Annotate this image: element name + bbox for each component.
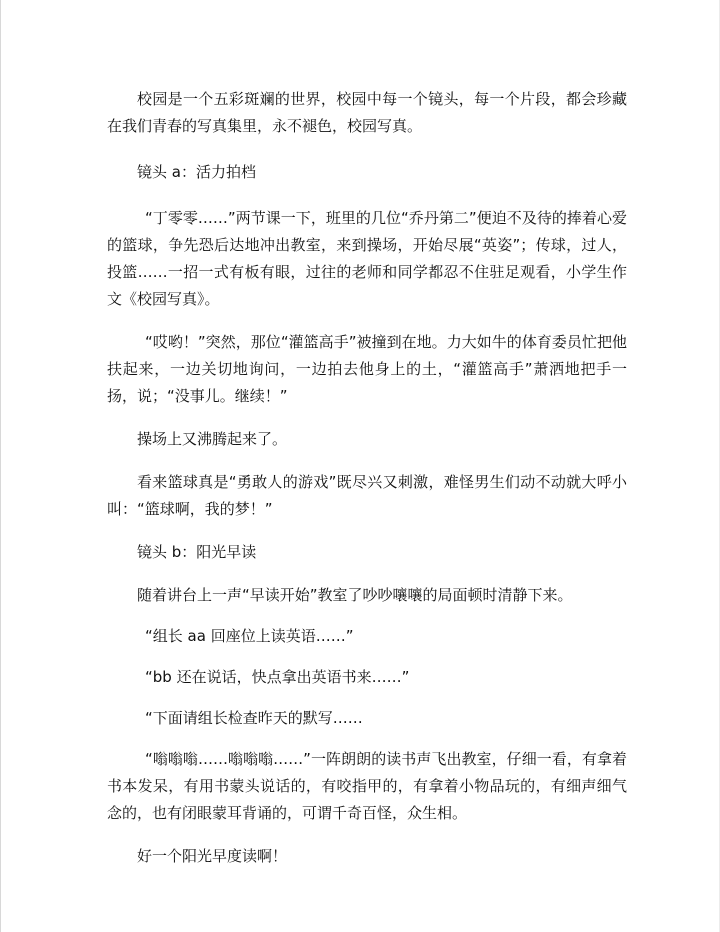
paragraph-game: 看来篮球真是“勇敢人的游戏”既尽兴又刺激，难怪男生们动不动就大呼小叫：“篮球啊，我的梦！” — [107, 473, 627, 518]
paragraph-slam-dunk: “哎哟！”突然，那位“灌篮高手”被撞到在地。力大如牛的体育委员忙把他扶起来，一边关切地询问，一边拍去他身上的土，“灌篮高手”萧洒地把手一扬，说；“没事儿。继续！” — [107, 333, 627, 405]
section-heading-b: 镜头 b：阳光早读 — [137, 543, 257, 561]
paragraph-quote-1: “组长 aa 回座位上读英语……” — [145, 627, 354, 645]
paragraph-basketball: “丁零零……”两节课一下，班里的几位“乔丹第二”便迫不及待的捧着心爱的篮球，争先恐后达地冲出教室，来到操场，开始尽展“英姿”；传球，过人，投篮……一招一式有板有眼，过往的老师和同学都忍不住驻足观看，小学生作文《校园写真》。 — [107, 209, 627, 308]
paragraph-quote-3: “下面请组长检查昨天的默写…… — [145, 709, 363, 727]
paragraph-quote-2: “bb 还在说话，快点拿出英语书来……” — [145, 668, 410, 686]
paragraph-intro: 校园是一个五彩斑斓的世界，校园中每一个镜头，每一个片段，都会珍藏在我们青春的写真集里，永不褪色，校园写真。 — [107, 90, 627, 135]
article-body — [107, 86, 627, 870]
paragraph-morning-start: 随着讲台上一声“早读开始”教室了吵吵嚷嚷的局面顿时清静下来。 — [137, 586, 573, 604]
paragraph-playground: 操场上又沸腾起来了。 — [137, 430, 288, 448]
paragraph-reading: “嗡嗡嗡……嗡嗡嗡……”一阵朗朗的读书声飞出教室，仔细一看，有拿着书本发呆，有用书蒙头说话的，有咬指甲的，有拿着小物品玩的，有细声细气念的，也有闭眼蒙耳背诵的，可谓千奇百怪，众生相。 — [107, 750, 627, 822]
section-heading-a: 镜头 a：活力拍档 — [137, 163, 256, 181]
paragraph-closing: 好一个阳光早度读啊！ — [137, 847, 288, 865]
